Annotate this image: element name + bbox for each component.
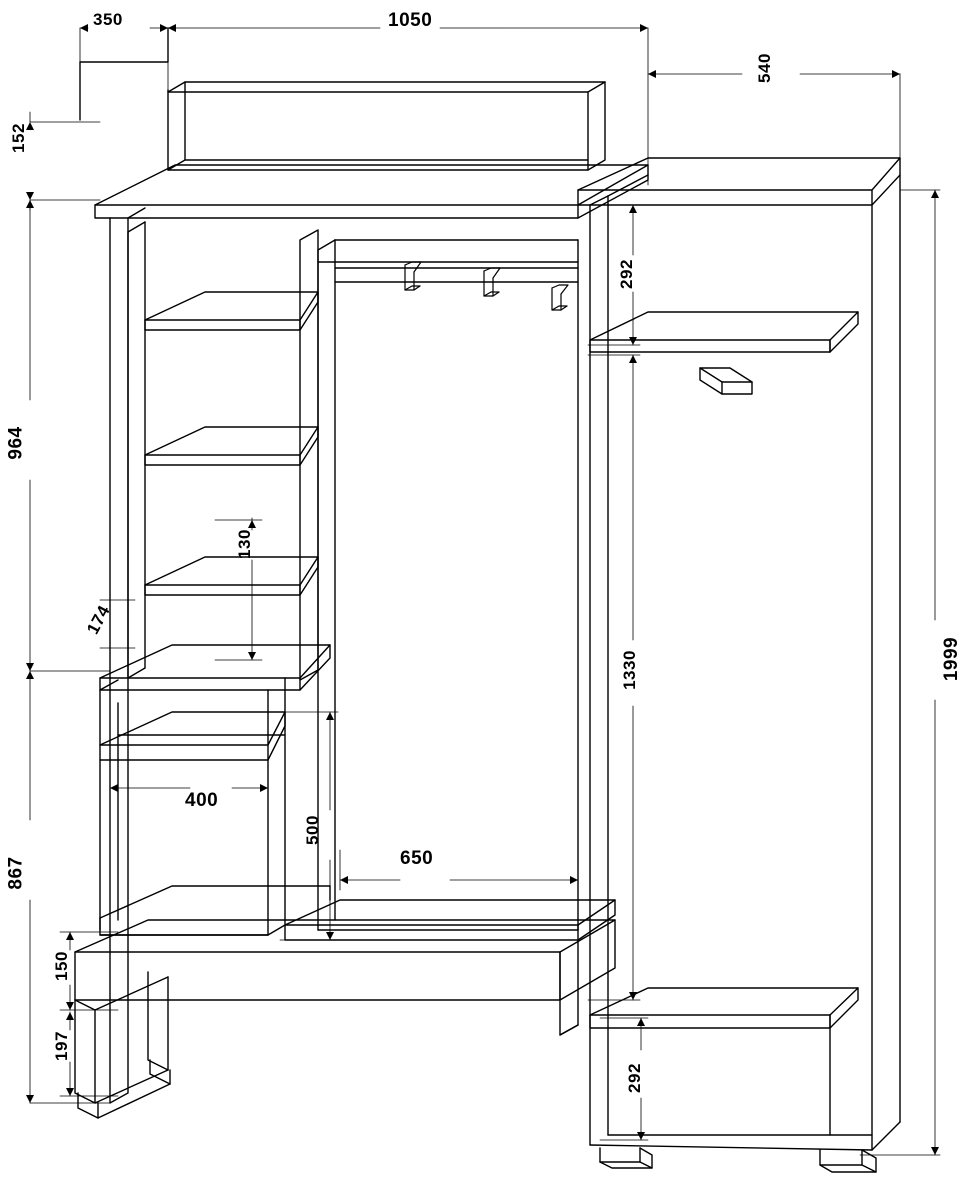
left-leg bbox=[75, 972, 168, 1103]
dimension-350: 350 bbox=[93, 10, 123, 29]
dimension-1050: 1050 bbox=[388, 10, 433, 31]
dimension-arrowheads bbox=[26, 24, 939, 1155]
shelf-1 bbox=[145, 292, 318, 330]
dimension-292-top: 292 bbox=[616, 259, 636, 289]
plinth-board bbox=[75, 920, 615, 1000]
dimension-152: 152 bbox=[8, 123, 28, 153]
dimension-150: 150 bbox=[51, 951, 71, 981]
dimension-lines bbox=[30, 28, 940, 1155]
shelf-2 bbox=[145, 427, 318, 465]
shelf-3 bbox=[145, 557, 318, 595]
dimension-500: 500 bbox=[302, 815, 322, 845]
dimension-197: 197 bbox=[51, 1031, 71, 1061]
center-support bbox=[560, 940, 578, 1035]
dimension-867: 867 bbox=[5, 856, 27, 890]
shoe-shelf bbox=[100, 886, 330, 935]
left-feet bbox=[78, 1060, 170, 1118]
dimension-130: 130 bbox=[234, 529, 254, 559]
console-top bbox=[100, 645, 330, 690]
dimension-964: 964 bbox=[5, 426, 27, 460]
dimension-540: 540 bbox=[754, 53, 774, 83]
mirror-panel bbox=[318, 240, 578, 930]
dimension-1999: 1999 bbox=[941, 636, 963, 682]
dimension-174: 174 bbox=[83, 602, 114, 638]
coat-hook bbox=[552, 285, 568, 310]
dimension-292-bottom: 292 bbox=[624, 1063, 644, 1093]
dimension-1330: 1330 bbox=[619, 650, 639, 690]
coat-hook bbox=[405, 262, 421, 290]
top-back-panel bbox=[80, 28, 605, 170]
dimension-400: 400 bbox=[185, 790, 219, 811]
upper-shelf-top bbox=[95, 165, 648, 218]
shelving-right-divider bbox=[300, 230, 318, 680]
dimension-650: 650 bbox=[400, 848, 434, 869]
shelving-left-divider bbox=[128, 222, 145, 678]
hook-rail bbox=[335, 268, 578, 282]
